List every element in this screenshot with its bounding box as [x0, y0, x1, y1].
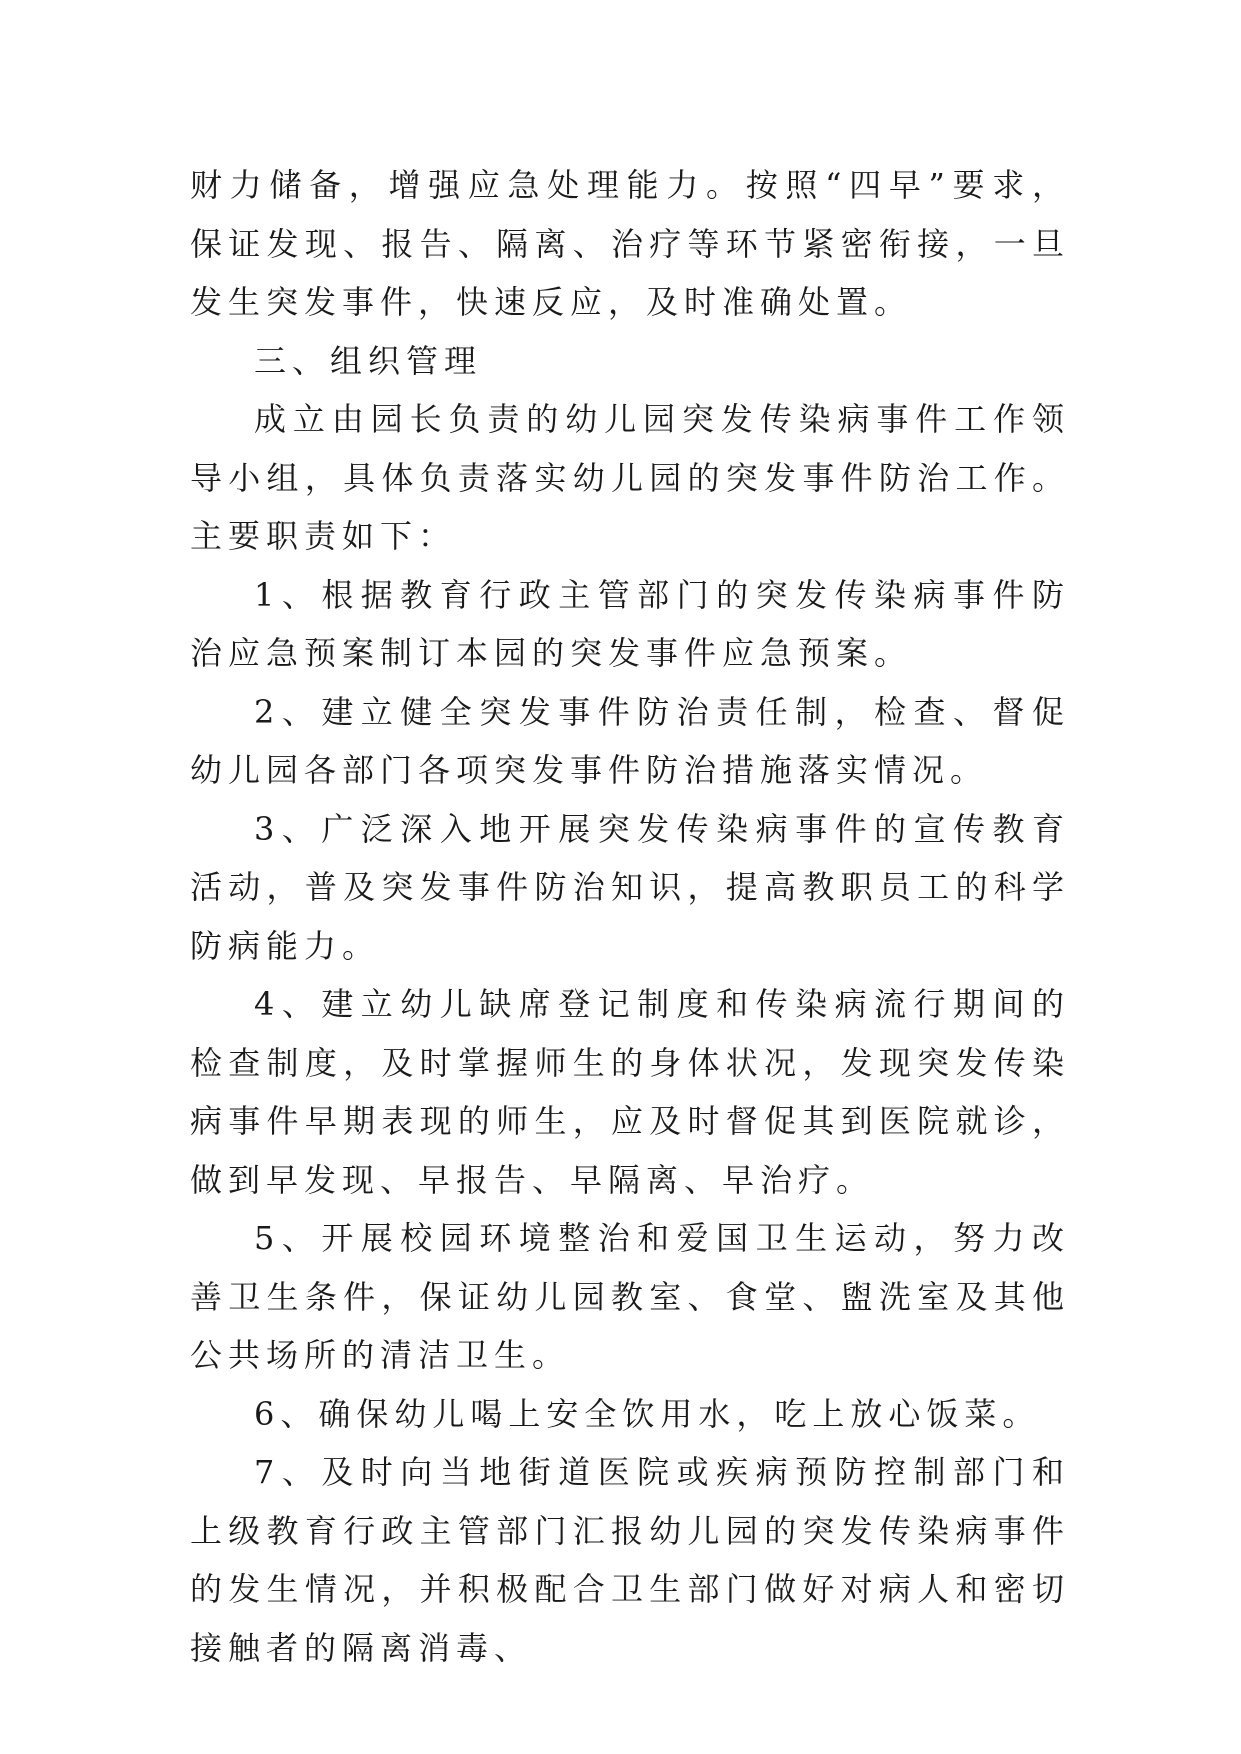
paragraph-intro: 成立由园长负责的幼儿园突发传染病事件工作领导小组，具体负责落实幼儿园的突发事件防治工作。主要职责如下：: [190, 400, 1070, 555]
list-item-1: 1、根据教育行政主管部门的突发传染病事件防治应急预案制订本园的突发事件应急预案。: [190, 575, 1070, 672]
list-item-6: 6、确保幼儿喝上安全饮用水，吃上放心饭菜。: [254, 1394, 1041, 1433]
list-item-3: 3、广泛深入地开展突发传染病事件的宣传教育活动，普及突发事件防治知识，提高教职员工的科学防病能力。: [190, 809, 1070, 965]
list-item-7: 7、及时向当地街道医院或疾病预防控制部门和上级教育行政主管部门汇报幼儿园的突发传染病事件的发生情况，并积极配合卫生部门做好对病人和密切接触者的隔离消毒、: [190, 1453, 1070, 1667]
list-item-5: 5、开展校园环境整治和爱国卫生运动，努力改善卫生条件，保证幼儿园教室、食堂、盥洗室及其他公共场所的清洁卫生。: [190, 1219, 1070, 1374]
paragraph-continuation: 财力储备，增强应急处理能力。按照“四早”要求，保证发现、报告、隔离、治疗等环节紧密衔接，一旦发生突发事件，快速反应，及时准确处置。: [190, 166, 1070, 321]
document-body: [190, 156, 1070, 1677]
list-item-4: 4、建立幼儿缺席登记制度和传染病流行期间的检查制度，及时掌握师生的身体状况，发现突发传染病事件早期表现的师生，应及时督促其到医院就诊，做到早发现、早报告、早隔离、早治疗。: [190, 985, 1070, 1199]
section-heading: 三、组织管理: [254, 341, 483, 380]
list-item-2: 2、建立健全突发事件防治责任制，检查、督促幼儿园各部门各项突发事件防治措施落实情况。: [190, 692, 1070, 789]
